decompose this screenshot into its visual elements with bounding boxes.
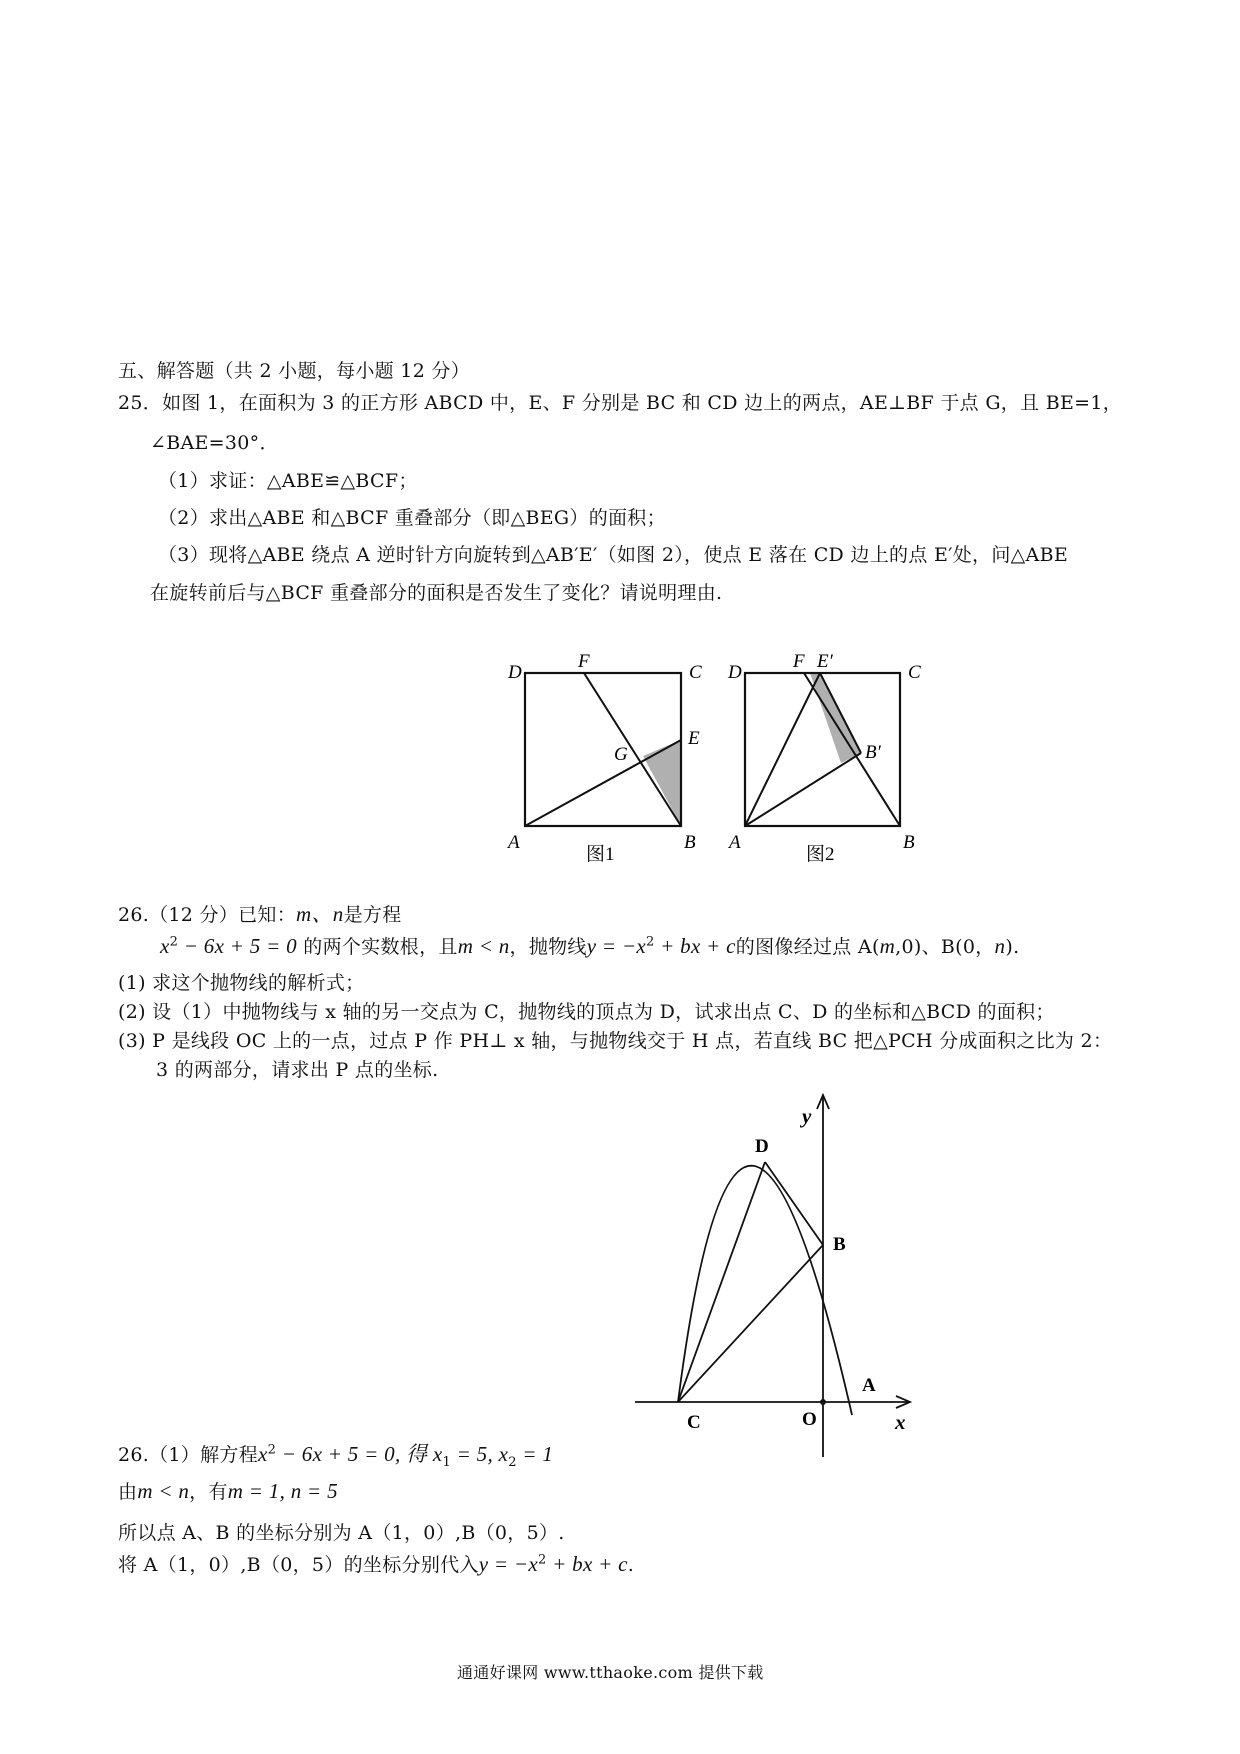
eq-rest: − 6x + 5 = 0: [178, 934, 297, 958]
label-b-prime: B′: [865, 742, 881, 763]
sol4-e: .: [627, 1554, 635, 1576]
section-title: 五、解答题（共 2 小题，每小题 12 分）: [118, 360, 471, 382]
shaded-triangle-beg: [643, 740, 681, 826]
eq-parab-a: y = −x: [586, 934, 647, 958]
figure-2: [720, 648, 940, 873]
sol-eq2: = 5, x: [451, 1442, 509, 1466]
solution-line3: 所以点 A、B 的坐标分别为 A（1，0）,B（0，5）.: [118, 1522, 565, 1544]
eq-x: x: [160, 934, 170, 958]
segment-db: [765, 1162, 823, 1245]
label-o: O: [802, 1409, 817, 1430]
label-b-2: B: [903, 832, 915, 853]
q25-line2: ∠BAE=30°．: [150, 432, 279, 454]
sol4-b: y = −x: [478, 1552, 539, 1576]
eq-text1: 的两个实数根，且: [303, 936, 458, 958]
q26-part2: (2) 设（1）中抛物线与 x 轴的另一交点为 C，抛物线的顶点为 D，试求出点 C、D 的坐标和△BCD 的面积；: [118, 1001, 1055, 1023]
label-x: x: [895, 1410, 906, 1434]
figure-1: [500, 648, 715, 873]
eq-text2: ，抛物线: [509, 936, 587, 958]
q26-part3b: 3 的两部分，请求出 P 点的坐标.: [156, 1059, 439, 1081]
point-o: [820, 1399, 826, 1405]
label-c-point: C: [687, 1412, 701, 1433]
sol-sub1: 1: [442, 1454, 452, 1470]
q26-head-text: 26.（12 分）已知：: [118, 904, 297, 926]
eq-parab-c: + bx + c: [654, 934, 736, 958]
label-g: G: [614, 744, 628, 765]
sol2-d: m = 1, n = 5: [227, 1479, 338, 1503]
sol-sub2: 2: [508, 1454, 517, 1470]
q26-head-tail: 是方程: [343, 904, 402, 926]
label-a-point: A: [862, 1375, 876, 1396]
q26-part1: (1) 求这个抛物线的解析式；: [118, 972, 365, 994]
sol2-c: ，有: [189, 1481, 228, 1503]
square-abcd: [525, 673, 681, 826]
eq-mn: m < n: [457, 934, 510, 958]
label-a: A: [508, 832, 520, 853]
q25-line1: 25．如图 1，在面积为 3 的正方形 ABCD 中，E、F 分别是 BC 和 CD 边上的两点，AE⊥BF 于点 G，且 BE=1，: [118, 392, 1123, 414]
label-d: D: [508, 662, 522, 683]
label-f: F: [578, 651, 590, 672]
label-d-2: D: [728, 662, 742, 683]
segment-ae: [525, 740, 681, 826]
label-e: E: [688, 728, 700, 749]
figure-3-parabola: [630, 1085, 930, 1460]
sol-x: x: [258, 1442, 268, 1466]
eq-text3: 的图像经过点 A(: [735, 936, 880, 958]
label-f-2: F: [793, 651, 805, 672]
label-b-point: B: [833, 1234, 846, 1255]
shaded-overlap-region: [810, 673, 861, 763]
sol4-c: 2: [538, 1552, 547, 1568]
label-c-2: C: [908, 662, 921, 683]
eq-exp: 2: [169, 934, 179, 950]
q25-part2: （2）求出△ABE 和△BCF 重叠部分（即△BEG）的面积；: [158, 507, 666, 529]
solution-line2: [118, 1477, 338, 1504]
sol-eq3: = 1: [516, 1442, 554, 1466]
label-a-2: A: [729, 832, 741, 853]
sol2-a: 由: [118, 1481, 138, 1503]
label-c: C: [689, 662, 702, 683]
solution-line4: [118, 1550, 634, 1577]
q25-part1: （1）求证：△ABE≌△BCF；: [158, 470, 418, 492]
q25-part3a: （3）现将△ABE 绕点 A 逆时针方向旋转到△AB′E′（如图 2），使点 E 落在 CD 边上的点 E′处，问△ABE: [158, 544, 1069, 566]
eq-n: n: [994, 934, 1006, 958]
sol4-d: + bx + c: [546, 1552, 628, 1576]
sol2-b: m < n: [137, 1479, 190, 1503]
label-d-vertex: D: [755, 1136, 769, 1157]
eq-parab-exp: 2: [646, 934, 655, 950]
sol4-a: 将 A（1，0）,B（0，5）的坐标分别代入: [118, 1554, 479, 1576]
figure-2-caption: 图2: [806, 844, 835, 865]
eq-text5: ).: [1005, 936, 1020, 958]
label-b: B: [684, 832, 696, 853]
figure-1-caption: 图1: [586, 844, 615, 865]
sol-exp: 2: [267, 1442, 277, 1458]
eq-m: m: [879, 934, 896, 958]
q26-head-vars: m、n: [296, 902, 344, 926]
q26-head: [118, 898, 402, 928]
q26-equation-line: [160, 932, 1019, 959]
label-e-prime: E′: [817, 651, 833, 672]
sol-intro: 26.（1）解方程: [118, 1444, 259, 1466]
q25-part3b: 在旋转前后与△BCF 重叠部分的面积是否发生了变化？请说明理由.: [150, 582, 723, 604]
eq-text4: ,0)、B(0，: [895, 936, 995, 958]
sol-eq: − 6x + 5 = 0, 得 x: [276, 1442, 443, 1466]
solution-line1: [118, 1438, 553, 1470]
parabola-curve: [678, 1166, 852, 1415]
label-y: y: [802, 1104, 812, 1128]
segment-bf-2: [804, 673, 900, 826]
page-footer: 通通好课网 www.tthaoke.com 提供下载: [457, 1663, 764, 1682]
q26-part3a: (3) P 是线段 OC 上的一点，过点 P 作 PH⊥ x 轴，与抛物线交于 H 点，若直线 BC 把△PCH 分成面积之比为 2：: [118, 1030, 1113, 1052]
